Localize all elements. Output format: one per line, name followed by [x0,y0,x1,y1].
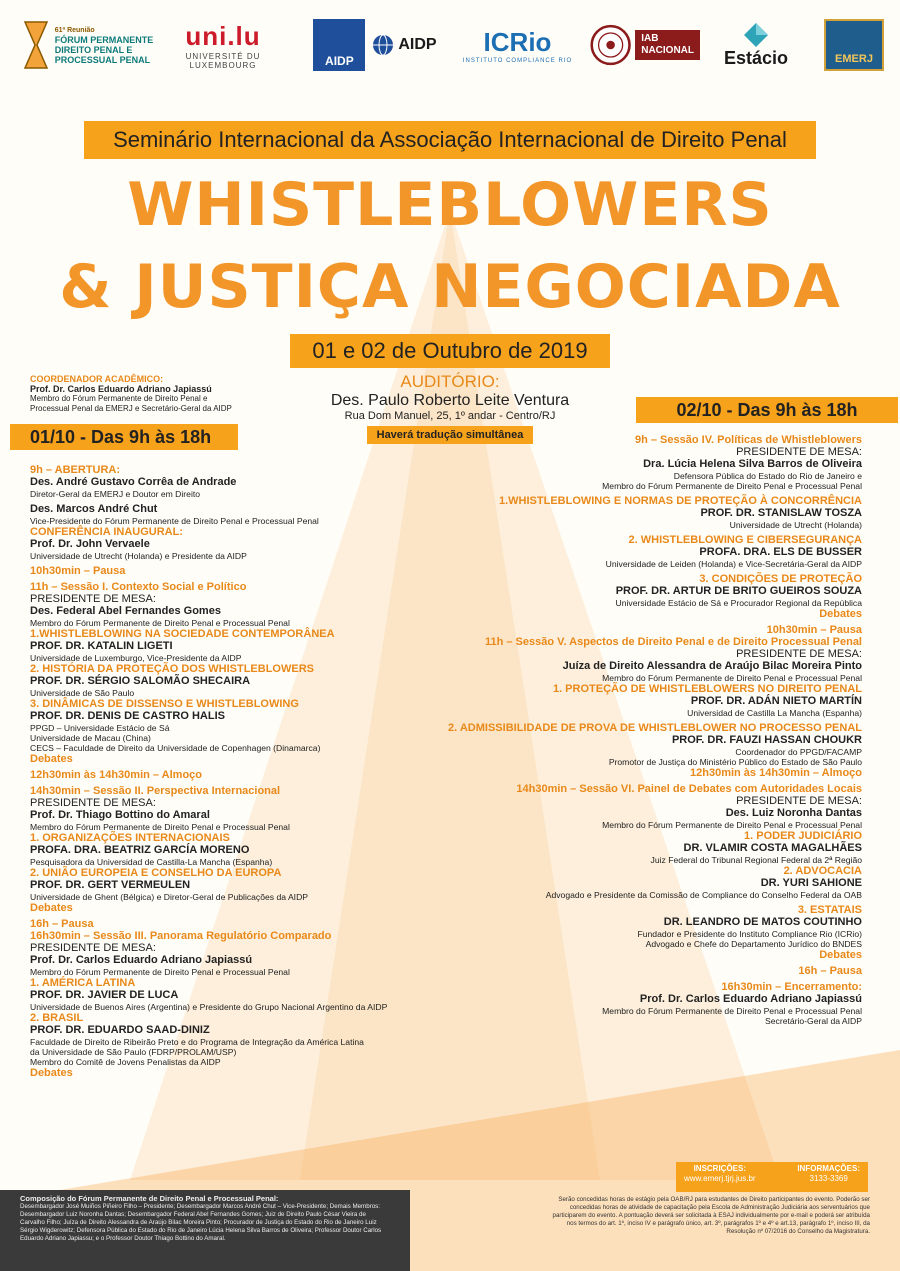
iab-logo [590,14,700,76]
program-heading: 3. DINÂMICAS DE DISSENSO E WHISTLEBLOWING [30,698,299,710]
speaker-affiliation: Membro do Fórum Permanente de Direito Penal e Processual Penal [602,1006,862,1016]
program-heading: 10h30min – Pausa [30,565,126,577]
speaker-name: Des. Marcos André Chut [30,503,158,515]
speaker-affiliation: Universidade de Buenos Aires (Argentina) e Presidente do Grupo Nacional Argentino da AIDP [30,1002,388,1012]
speaker-affiliation: Fundador e Presidente do Instituto Compliance Rio (ICRio) [637,929,862,939]
program-heading: Debates [30,753,73,765]
program-heading: 1. ORGANIZAÇÕES INTERNACIONAIS [30,832,230,844]
speaker-affiliation: PPGD – Universidade Estácio de Sá [30,723,170,733]
logo-strip [0,0,900,95]
forum-composition-title: Composição do Fórum Permanente de Direito Penal e Processual Penal: [20,1194,279,1203]
speaker-name: Dra. Lúcia Helena Silva Barros de Oliveira [643,458,862,470]
speaker-affiliation: Universidade Estácio de Sá e Procurador Regional da República [615,598,862,608]
seminar-subtitle-bar [84,121,816,159]
speaker-name: PROF. DR. SÉRGIO SALOMÃO SHECAIRA [30,675,251,687]
speaker-affiliation: Universidade de Utrecht (Holanda) [729,520,862,530]
coordinator-label: COORDENADOR ACADÊMICO: [30,374,164,384]
globe-icon [371,33,395,57]
speaker-affiliation: Universidade de Ghent (Bélgica) e Diretor-Geral de Publicações da AIDP [30,892,309,902]
forum-logo-line2: DIREITO PENAL E [54,44,133,55]
forum-logo [18,14,158,76]
iab-line1: IAB [641,33,659,44]
program-role: PRESIDENTE DE MESA: [736,795,862,807]
emerj-badge: EMERJ [824,19,884,71]
speaker-affiliation: Universidad de Castilla La Mancha (Espanha) [687,708,862,718]
aidp-badge: AIDP [313,19,365,71]
program-heading: 2. ADMISSIBILIDADE DE PROVA DE WHISTLEBLOWER NO PROCESSO PENAL [448,722,862,734]
program-heading: 11h – Sessão I. Contexto Social e Político [30,581,247,593]
program-heading: 2. HISTÓRIA DA PROTEÇÃO DOS WHISTLEBLOWERS [30,663,314,675]
program-heading: 12h30min às 14h30min – Almoço [30,769,202,781]
forum-composition-text: Desembargador José Muiños Piñeiro Filho – Presidente; Desembargador Marcos André Chut – Vice-Presidente; Demais Membros: Desembargador Luiz Noronha Dantas; Desembargador Federal Abel Fernandes Gomes; Juiz de Direito Paulo César Vieira de Carvalho Filho; Juíza de Direito Alessandra de Araújo Bilac Moreira Pinto; Procurador de Justiça do Estado do Rio de Janeiro Luiz Sérgio Wigderowitz; Defensora Pública do Estado do Rio de Janeiro Lúcia Helena Silva Barros de Oliveira; Professor Doutor Carlos Eduardo Adriano Japiassu; e o Professor Doutor Thiago Bottino do Amaral. [20,1203,382,1242]
coordinator-desc2: Processual Penal da EMERJ e Secretário-Geral da AIDP [30,404,232,413]
program-heading: 11h – Sessão V. Aspectos de Direito Penal e de Direito Processual Penal [484,636,862,648]
day2-header [636,397,898,423]
program-heading: 14h30min – Sessão II. Perspectiva Internacional [30,785,281,797]
program-role: PRESIDENTE DE MESA: [30,942,156,954]
program-heading: 3. ESTATAIS [797,904,862,916]
program-heading: 16h – Pausa [798,965,862,977]
event-dates-box [290,334,610,368]
speaker-name: PROF. DR. ADÁN NIETO MARTÍN [690,695,862,707]
speaker-name: DR. YURI SAHIONE [760,877,862,889]
speaker-affiliation: Secretário-Geral da AIDP [765,1016,862,1026]
program-heading: 1.WHISTLEBLOWING NA SOCIEDADE CONTEMPORÂNEA [30,628,335,640]
speaker-name: Des. Federal Abel Fernandes Gomes [30,605,221,617]
speaker-affiliation: CECS – Faculdade de Direito da Universidade de Copenhagen (Dinamarca) [30,743,321,753]
speaker-affiliation: Pesquisadora da Universidad de Castilla-La Mancha (Espanha) [30,857,273,867]
program-heading: 1.WHISTLEBLOWING E NORMAS DE PROTEÇÃO À CONCORRÊNCIA [498,495,862,507]
speaker-name: Juíza de Direito Alessandra de Araújo Bilac Moreira Pinto [562,660,862,672]
speaker-name: PROF. DR. EDUARDO SAAD-DINIZ [30,1024,210,1036]
info-label: INFORMAÇÕES: [797,1164,860,1173]
speaker-affiliation: Membro do Fórum Permanente de Direito Penal e Processual Penal [30,618,290,628]
program-heading: 2. BRASIL [30,1012,84,1024]
footer [0,1164,900,1271]
speaker-name: Des. André Gustavo Corrêa de Andrade [30,476,237,488]
speaker-name: PROF. DR. KATALIN LIGETI [30,640,173,652]
speaker-name: PROFA. DRA. ELS DE BUSSER [699,546,862,558]
program-role: PRESIDENTE DE MESA: [736,648,862,660]
aidp-logo [310,14,440,76]
speaker-affiliation: Universidade de Luxemburgo, Vice-Presidente da AIDP [30,653,242,663]
forum-logo-tag: 61ª Reunião [54,26,95,34]
venue-label: AUDITÓRIO: [400,372,500,391]
icrio-logo [455,14,580,76]
day1-header [10,424,238,450]
title-line-1: WHISTLEBLOWERS [127,170,773,240]
speaker-affiliation: Advogado e Presidente da Comissão de Compliance do Conselho Federal da OAB [545,890,862,900]
speaker-affiliation: Advogado e Chefe do Departamento Jurídico do BNDES [645,939,862,949]
speaker-name: PROF. DR. FAUZI HASSAN CHOUKR [671,734,862,746]
coordinator-block [30,374,360,414]
day2-program [380,434,862,1026]
credit-hours-note: Serão concedidas horas de estágio pela OAB/RJ para estudantes de Direito participantes do evento. Poderão ser concedidas horas de atividade de capacitação pela Escola de Administração Judiciária aos serventuários que participarem do evento. A pontuação deverá ser solicitada à ESAJ individualmente por e-mail e poderá ser atribuída nos termos do art. 1º, inciso IV e parágrafo único, art. 3º, parágrafos 1º e 4º e art.13, parágrafo 1º, inciso III, da Resolução nº 07/2016 do Conselho da Magistratura. [552,1196,870,1235]
estacio-diamond-icon [743,22,769,48]
speaker-affiliation: Universidade de Leiden (Holanda) e Vice-Secretária-Geral da AIDP [605,559,862,569]
title-line-2: & JUSTIÇA NEGOCIADA [59,252,841,322]
program-heading: 3. CONDIÇÕES DE PROTEÇÃO [699,573,862,585]
emerj-logo [822,14,886,76]
coordinator-desc1: Membro do Fórum Permanente de Direito Penal e [30,394,208,403]
coordinator-name: Prof. Dr. Carlos Eduardo Adriano Japiassú [30,384,212,394]
program-heading: 1. PODER JUDICIÁRIO [744,830,862,842]
speaker-name: PROF. DR. JAVIER DE LUCA [30,989,179,1001]
program-heading: 2. UNIÃO EUROPEIA E CONSELHO DA EUROPA [30,867,282,879]
event-dates: 01 e 02 de Outubro de 2019 [312,338,588,363]
program-role: PRESIDENTE DE MESA: [30,797,156,809]
icrio-name: ICRio [483,26,552,57]
speaker-affiliation: Juiz Federal do Tribunal Regional Federal da 2ª Região [650,855,862,865]
venue-room: Des. Paulo Roberto Leite Ventura [330,392,570,409]
estacio-logo [712,14,800,76]
program-role: PRESIDENTE DE MESA: [736,446,862,458]
speaker-affiliation: Faculdade de Direito de Ribeirão Preto e do Programa de Integração da América Latina [30,1037,364,1047]
program-heading: 2. ADVOCACIA [783,865,862,877]
program-heading: Debates [30,1067,73,1079]
aidp-text: AIDP [398,36,437,53]
speaker-name: PROF. DR. STANISLAW TOSZA [700,507,862,519]
speaker-name: DR. VLAMIR COSTA MAGALHÃES [683,842,862,854]
speaker-name: Des. Luiz Noronha Dantas [725,807,862,819]
iab-seal-icon [590,21,631,69]
program-heading: Debates [819,949,862,961]
program-heading: 1. PROTEÇÃO DE WHISTLEBLOWERS NO DIREITO PENAL [552,683,862,695]
program-heading: Debates [30,902,73,914]
registration-box [676,1162,868,1192]
speaker-name: PROF. DR. GERT VERMEULEN [30,879,191,891]
venue-address: Rua Dom Manuel, 25, 1º andar - Centro/RJ [344,410,556,422]
program-heading: 9h – Sessão IV. Políticas de Whistleblowers [634,434,862,446]
translation-badge: Haverá tradução simultânea [367,426,534,444]
speaker-name: PROF. DR. ARTUR DE BRITO GUEIROS SOUZA [615,585,862,597]
program-heading: 16h30min – Sessão III. Panorama Regulatório Comparado [30,930,332,942]
speaker-affiliation: Vice-Presidente do Fórum Permanente de Direito Penal e Processual Penal [30,516,319,526]
speaker-affiliation: Coordenador do PPGD/FACAMP [735,747,862,757]
speaker-name: Prof. Dr. John Vervaele [30,538,150,550]
program-heading: 14h30min – Sessão VI. Painel de Debates com Autoridades Locais [516,783,862,795]
speaker-affiliation: Membro do Fórum Permanente de Direito Penal e Processual Penal [30,822,290,832]
program-heading: 10h30min – Pausa [766,624,862,636]
uni-lu-logo [178,14,268,76]
uni-lu-sub1: UNIVERSITÉ DU [185,51,261,61]
speaker-name: PROFA. DRA. BEATRIZ GARCÍA MORENO [30,844,250,856]
program-heading: 1. AMÉRICA LATINA [30,977,136,989]
speaker-affiliation: Membro do Comitê de Jovens Penalistas da AIDP [30,1057,221,1067]
speaker-affiliation: Membro do Fórum Permanente de Direito Penal e Processual Penal [602,820,862,830]
uni-lu-sub2: LUXEMBOURG [189,60,257,70]
speaker-affiliation: Membro do Fórum Permanente de Direito Penal e Processual Penal [602,481,862,491]
forum-logo-line3: PROCESSUAL PENAL [54,54,151,65]
day2-label: 02/10 - Das 9h às 18h [676,399,858,420]
speaker-affiliation: Defensora Pública do Estado do Rio de Janeiro e [673,471,862,481]
speaker-affiliation: Universidade de Macau (China) [30,733,151,743]
registration-label: INSCRIÇÕES: [693,1164,747,1173]
program-heading: 16h30min – Encerramento: [721,981,862,993]
program-heading: 16h – Pausa [30,918,94,930]
speaker-affiliation: Universidade de Utrecht (Holanda) e Presidente da AIDP [30,551,247,561]
speaker-name: PROF. DR. DENIS DE CASTRO HALIS [30,710,225,722]
speaker-affiliation: da Universidade de São Paulo (FDRP/PROLAM/USP) [30,1047,237,1057]
program-heading: Debates [819,608,862,620]
speaker-affiliation: Membro do Fórum Permanente de Direito Penal e Processual Penal [30,967,290,977]
speaker-name: Prof. Dr. Thiago Bottino do Amaral [30,809,210,821]
day1-label: 01/10 - Das 9h às 18h [30,426,212,447]
uni-lu-name: uni.lu [185,20,261,51]
hourglass-icon [23,20,49,70]
program-heading: CONFERÊNCIA INAUGURAL: [30,526,183,538]
speaker-affiliation: Universidade de São Paulo [30,688,135,698]
speaker-affiliation: Diretor-Geral da EMERJ e Doutor em Direito [30,489,201,499]
icrio-sub: INSTITUTO COMPLIANCE RIO [462,57,573,64]
forum-composition [0,1190,410,1271]
program-heading: 9h – ABERTURA: [30,464,121,476]
speaker-name: Prof. Dr. Carlos Eduardo Adriano Japiassú [639,993,862,1005]
speaker-affiliation: Membro do Fórum Permanente de Direito Penal e Processual Penal [602,673,862,683]
registration-url[interactable]: www.emerj.tjrj.jus.br [684,1174,756,1183]
program-role: PRESIDENTE DE MESA: [30,593,156,605]
seminar-subtitle: Seminário Internacional da Associação Internacional de Direito Penal [113,127,787,152]
speaker-name: DR. LEANDRO DE MATOS COUTINHO [663,916,862,928]
speaker-name: Prof. Dr. Carlos Eduardo Adriano Japiassú [30,954,253,966]
program-heading: 2. WHISTLEBLOWING E CIBERSEGURANÇA [628,534,862,546]
info-phone: 3133-3369 [809,1174,848,1183]
forum-logo-line1: FÓRUM PERMANENTE [54,34,154,45]
estacio-name: Estácio [723,47,789,68]
speaker-affiliation: Promotor de Justiça do Ministério Público do Estado de São Paulo [608,757,862,767]
program-heading: 12h30min às 14h30min – Almoço [690,767,862,779]
iab-line2: NACIONAL [641,45,694,56]
